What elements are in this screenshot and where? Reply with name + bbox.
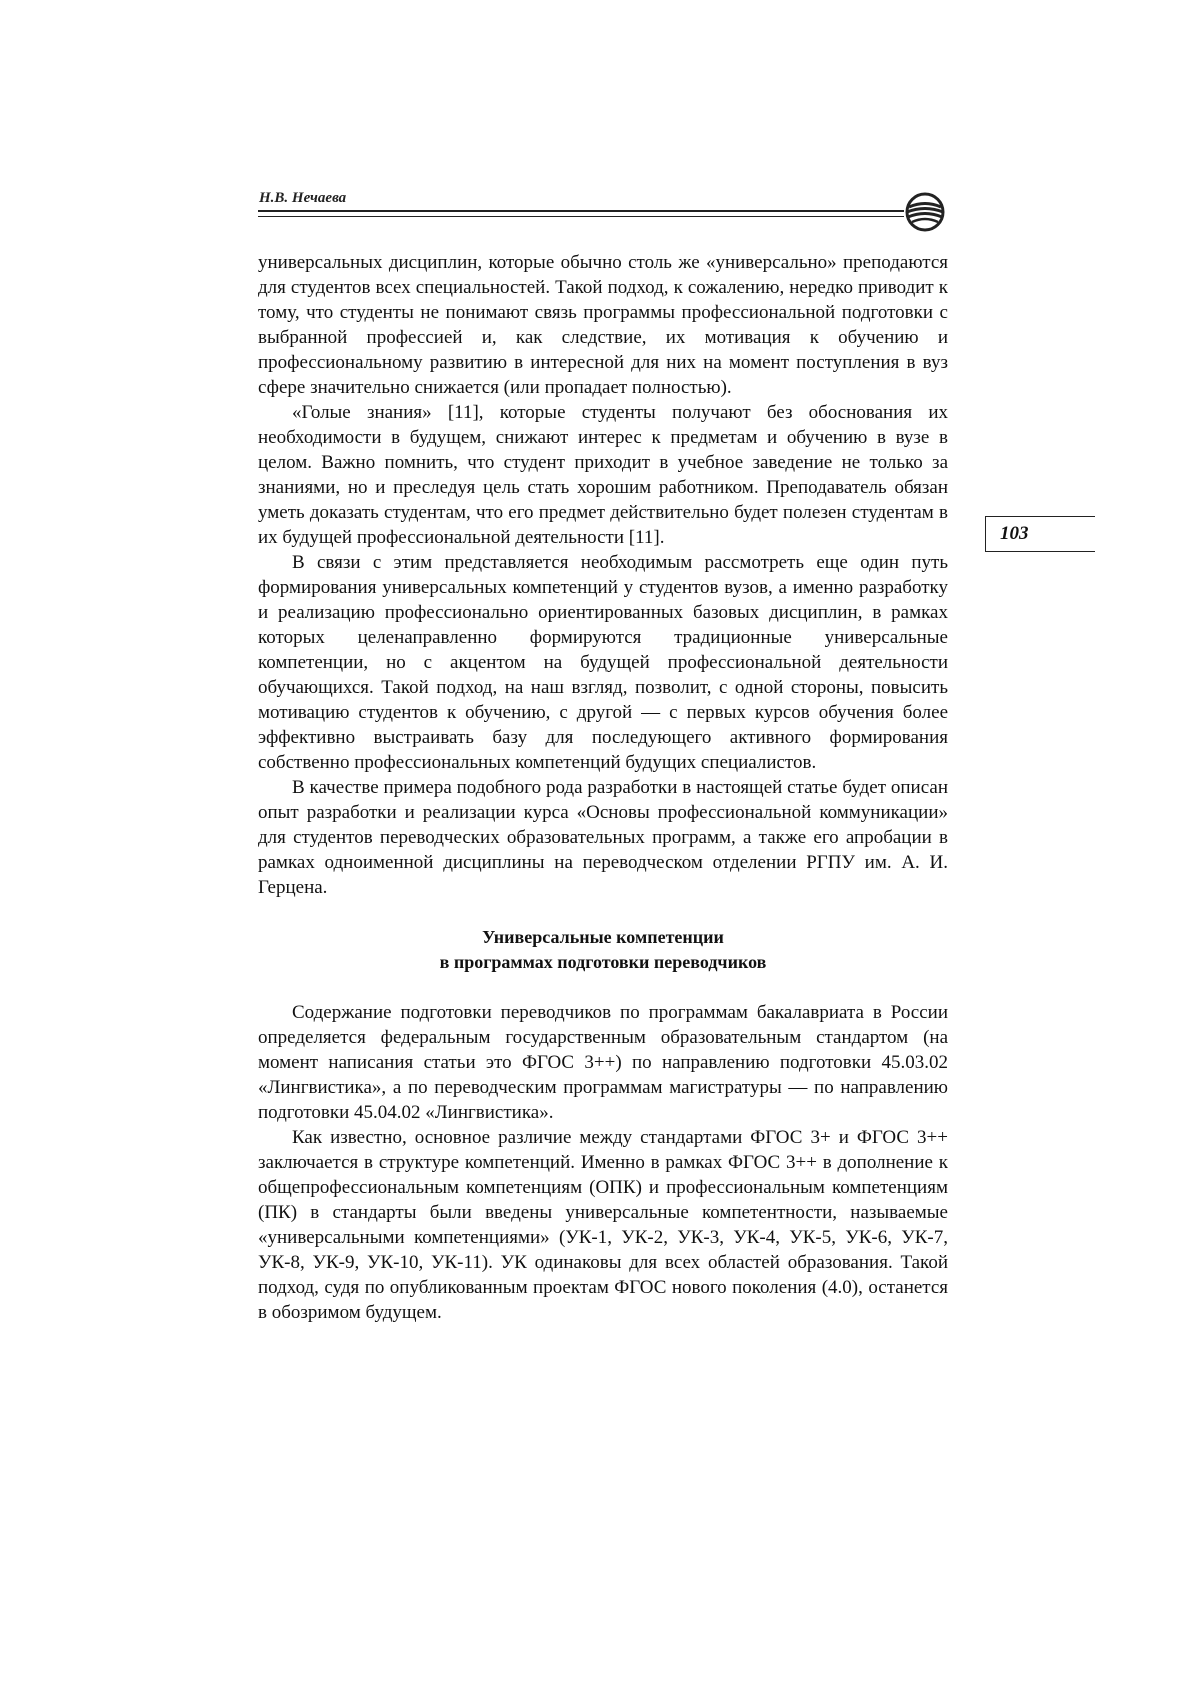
paragraph-3: В связи с этим представляется необходимым рассмотреть еще один путь формирования универсальных компетенций у студентов вузов, а именно разработку и реализацию профессионально ориентированных базовых дисциплин, в рамках которых целенаправленно формируются традиционные универсальные компетенции, но с акцентом на будущей профессиональной деятельности обучающихся. Такой подход, на наш взгляд, позволит, с одной стороны, повысить мотивацию студентов к обучению, с другой — с первых курсов обучения более эффективно выстраивать базу для последующего активного формирования собственно профессиональных компетенций будущих специалистов. — [258, 552, 948, 773]
running-header-author: Н.В. Нечаева — [259, 190, 347, 206]
paragraph-4: В качестве примера подобного рода разработки в настоящей статье будет описан опыт разработки и реализации курса «Основы профессиональной коммуникации» для студентов переводческих образовательных программ, а также его апробации в рамках одноименной дисциплины на переводческом отделении РГПУ им. А. И. Герцена. — [258, 777, 948, 898]
paragraph-5: Содержание подготовки переводчиков по программам бакалавриата в России определяется федеральным государственным образовательным стандартом (на момент написания статьи это ФГОС 3++) по направлению подготовки 45.03.02 «Лингвистика», а по переводческим программам магистратуры — по направлению подготовки 45.04.02 «Лингвистика». — [258, 1002, 948, 1123]
paragraph-6: Как известно, основное различие между стандартами ФГОС 3+ и ФГОС 3++ заключается в структуре компетенций. Именно в рамках ФГОС 3++ в дополнение к общепрофессиональным компетенциям (ОПК) и профессиональным компетенциям (ПК) в стандарты были введены универсальные компетентности, называемые «универсальными компетенциями» (УК-1, УК-2, УК-3, УК-4, УК-5, УК-6, УК-7, УК-8, УК-9, УК-10, УК-11). УК одинаковы для всех областей образования. Такой подход, судя по опубликованным проектам ФГОС нового поколения (4.0), останется в обозримом будущем. — [258, 1127, 948, 1323]
section-heading-line-2: в программах подготовки переводчиков — [439, 952, 767, 972]
paragraph-2: «Голые знания» [11], которые студенты получают без обоснования их необходимости в будущем, снижают интерес к предметам и обучению в вузе в целом. Важно помнить, что студент приходит в учебное заведение не только за знаниями, но и преследуя цель стать хорошим работником. Преподаватель обязан уметь доказать студентам, что его предмет действительно будет полезен студентам в их будущей профессиональной деятельности [11]. — [258, 402, 948, 548]
article-body — [258, 250, 948, 1325]
paragraph-1: универсальных дисциплин, которые обычно столь же «универсально» преподаются для студентов всех специальностей. Такой подход, к сожалению, нередко приводит к тому, что студенты не понимают связь программы профессиональной подготовки с выбранной профессией и, как следствие, их мотивация к обучению и профессиональному развитию в интересной для них на момент поступления в вуз сфере значительно снижается (или пропадает полностью). — [258, 252, 948, 398]
journal-logo-icon — [903, 192, 947, 237]
page-number: 103 — [1000, 523, 1029, 544]
section-heading-line-1: Универсальные компетенции — [482, 927, 724, 947]
page-number-box — [985, 516, 1095, 552]
header-rule — [258, 210, 904, 217]
section-heading — [258, 925, 948, 975]
